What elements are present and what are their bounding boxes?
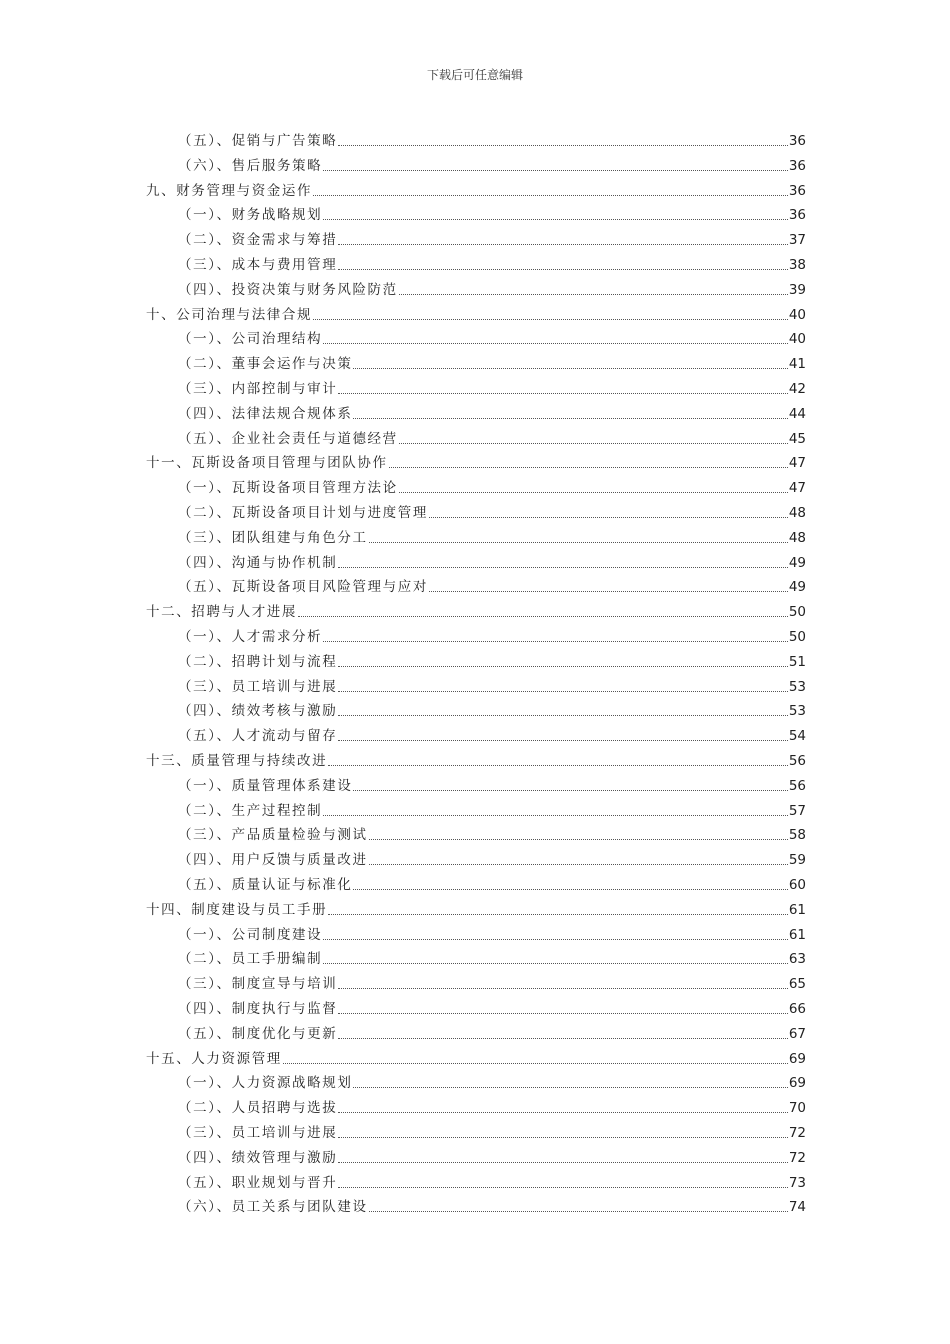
toc-entry-page-number: 73: [788, 1174, 806, 1191]
toc-dot-leader: [369, 838, 788, 840]
toc-dot-leader: [298, 615, 788, 617]
toc-entry[interactable]: [178, 1168, 806, 1192]
toc-entry-page-number: 53: [788, 678, 806, 695]
toc-entry-page-number: 37: [788, 232, 806, 249]
toc-entry-page-number: 39: [788, 281, 806, 298]
toc-entry[interactable]: [178, 324, 806, 348]
toc-entry-page-number: 45: [788, 430, 806, 447]
toc-entry[interactable]: [146, 895, 806, 919]
toc-entry[interactable]: [178, 1093, 806, 1117]
toc-dot-leader: [323, 814, 788, 816]
toc-entry[interactable]: [178, 1143, 806, 1167]
toc-entry-title: （一）、财务战略规划: [178, 207, 323, 224]
toc-entry-title: （四）、投资决策与财务风险防范: [178, 281, 398, 298]
toc-entry[interactable]: [178, 1019, 806, 1043]
toc-entry[interactable]: [146, 597, 806, 621]
toc-entry[interactable]: [178, 349, 806, 373]
toc-entry-title: （一）、瓦斯设备项目管理方法论: [178, 480, 398, 497]
toc-dot-leader: [338, 1037, 787, 1039]
toc-dot-leader: [323, 342, 788, 344]
toc-entry[interactable]: [146, 176, 806, 200]
toc-entry-title: （二）、生产过程控制: [178, 802, 323, 819]
toc-dot-leader: [323, 169, 788, 171]
toc-entry-page-number: 48: [788, 505, 806, 521]
toc-dot-leader: [429, 516, 788, 518]
toc-entry-title: （三）、制度宣导与培训: [178, 976, 338, 993]
toc-entry-page-number: 50: [788, 604, 806, 621]
toc-entry-title: 十四、制度建设与员工手册: [146, 901, 328, 918]
toc-entry[interactable]: [178, 225, 806, 249]
toc-dot-leader: [338, 690, 787, 692]
toc-entry[interactable]: [178, 672, 806, 696]
toc-entry-title: （五）、促销与广告策略: [178, 133, 338, 149]
toc-dot-leader: [429, 590, 788, 592]
toc-entry-title: （五）、瓦斯设备项目风险管理与应对: [178, 579, 428, 596]
toc-entry[interactable]: [178, 473, 806, 497]
toc-entry[interactable]: [146, 448, 806, 472]
toc-entry[interactable]: [178, 572, 806, 596]
toc-entry-page-number: 58: [788, 827, 806, 844]
toc-entry-title: （五）、职业规划与晋升: [178, 1174, 338, 1191]
toc-entry-page-number: 40: [788, 331, 806, 348]
toc-dot-leader: [353, 417, 787, 419]
toc-dot-leader: [353, 789, 787, 791]
toc-dot-leader: [328, 764, 788, 766]
toc-dot-leader: [399, 442, 788, 444]
toc-entry[interactable]: [178, 498, 806, 522]
toc-entry-page-number: 38: [788, 257, 806, 273]
toc-entry-page-number: 61: [788, 926, 806, 943]
toc-entry-page-number: 40: [788, 306, 806, 323]
toc-dot-leader: [313, 318, 788, 320]
toc-dot-leader: [338, 665, 787, 667]
toc-entry-title: 十二、招聘与人才进展: [146, 604, 297, 621]
toc-dot-leader: [399, 293, 788, 295]
toc-entry-page-number: 47: [788, 455, 806, 472]
toc-entry-title: （四）、绩效管理与激励: [178, 1149, 338, 1166]
toc-dot-leader: [323, 938, 788, 940]
toc-entry[interactable]: [178, 1192, 806, 1216]
toc-entry-page-number: 50: [788, 629, 806, 645]
toc-entry-page-number: 74: [788, 1199, 806, 1216]
toc-entry-page-number: 56: [788, 753, 806, 769]
toc-entry[interactable]: [178, 721, 806, 745]
toc-entry-title: 十一、瓦斯设备项目管理与团队协作: [146, 455, 388, 472]
toc-dot-leader: [353, 1086, 787, 1088]
toc-entry-page-number: 42: [788, 381, 806, 397]
toc-entry-page-number: 72: [788, 1125, 806, 1141]
toc-entry-title: 九、财务管理与资金运作: [146, 182, 313, 199]
toc-dot-leader: [369, 863, 788, 865]
toc-entry-title: （一）、人才需求分析: [178, 629, 323, 645]
toc-dot-leader: [353, 367, 787, 369]
toc-entry-page-number: 53: [788, 703, 806, 720]
toc-dot-leader: [338, 1161, 787, 1163]
toc-dot-leader: [338, 1186, 787, 1188]
toc-dot-leader: [328, 913, 788, 915]
toc-dot-leader: [338, 144, 787, 146]
toc-entry[interactable]: [146, 1044, 806, 1068]
toc-entry-page-number: 70: [788, 1100, 806, 1117]
toc-entry[interactable]: [178, 424, 806, 448]
toc-dot-leader: [338, 987, 787, 989]
toc-dot-leader: [338, 566, 787, 568]
toc-dot-leader: [399, 491, 788, 493]
toc-entry[interactable]: [178, 944, 806, 968]
toc-entry-title: （三）、员工培训与进展: [178, 1125, 338, 1141]
toc-entry-title: （五）、质量认证与标准化: [178, 877, 353, 893]
toc-dot-leader: [313, 194, 788, 196]
toc-entry-page-number: 56: [788, 777, 806, 794]
toc-entry-page-number: 49: [788, 579, 806, 596]
toc-entry[interactable]: [178, 126, 806, 150]
toc-entry[interactable]: [178, 796, 806, 820]
toc-entry-title: （五）、人才流动与留存: [178, 728, 338, 745]
toc-entry[interactable]: [178, 548, 806, 572]
toc-entry[interactable]: [178, 820, 806, 844]
toc-dot-leader: [338, 714, 787, 716]
toc-entry-page-number: 44: [788, 405, 806, 422]
toc-entry[interactable]: [146, 746, 806, 770]
toc-entry-title: （四）、法律法规合规体系: [178, 405, 353, 422]
toc-entry-title: （三）、团队组建与角色分工: [178, 529, 368, 546]
toc-entry[interactable]: [146, 300, 806, 324]
toc-dot-leader: [338, 268, 787, 270]
toc-entry-page-number: 69: [788, 1050, 806, 1067]
toc-dot-leader: [323, 640, 788, 642]
toc-entry-title: （二）、瓦斯设备项目计划与进度管理: [178, 505, 428, 521]
toc-dot-leader: [283, 1062, 788, 1064]
toc-entry-page-number: 59: [788, 852, 806, 869]
toc-entry-page-number: 61: [788, 901, 806, 918]
toc-entry-page-number: 49: [788, 554, 806, 571]
toc-entry[interactable]: [178, 523, 806, 547]
toc-entry-title: （一）、质量管理体系建设: [178, 777, 353, 794]
toc-entry[interactable]: [178, 1068, 806, 1092]
toc-entry[interactable]: [178, 374, 806, 398]
toc-entry-page-number: 67: [788, 1025, 806, 1042]
toc-entry-title: （三）、成本与费用管理: [178, 257, 338, 273]
toc-entry[interactable]: [178, 622, 806, 646]
toc-entry-page-number: 63: [788, 951, 806, 968]
toc-entry-title: 十、公司治理与法律合规: [146, 306, 313, 323]
toc-entry[interactable]: [178, 920, 806, 944]
toc-entry-title: （二）、招聘计划与流程: [178, 653, 338, 670]
toc-entry[interactable]: [178, 275, 806, 299]
toc-entry-page-number: 57: [788, 802, 806, 819]
toc-entry[interactable]: [178, 647, 806, 671]
toc-entry-title: （一）、人力资源战略规划: [178, 1075, 353, 1092]
toc-entry-title: （二）、资金需求与筹措: [178, 232, 338, 249]
toc-entry-page-number: 65: [788, 976, 806, 993]
toc-entry-page-number: 36: [788, 182, 806, 199]
toc-dot-leader: [338, 392, 787, 394]
toc-entry-title: （二）、员工手册编制: [178, 951, 323, 968]
toc-dot-leader: [353, 888, 787, 890]
toc-entry[interactable]: [178, 200, 806, 224]
toc-dot-leader: [369, 1210, 788, 1212]
toc-entry[interactable]: [178, 250, 806, 274]
toc-dot-leader: [369, 541, 788, 543]
toc-entry-page-number: 41: [788, 356, 806, 373]
toc-entry-title: （一）、公司制度建设: [178, 926, 323, 943]
toc-entry-title: （四）、绩效考核与激励: [178, 703, 338, 720]
toc-dot-leader: [338, 739, 787, 741]
toc-entry-title: （二）、董事会运作与决策: [178, 356, 353, 373]
toc-entry-title: 十五、人力资源管理: [146, 1050, 282, 1067]
toc-entry[interactable]: [178, 994, 806, 1018]
toc-entry-title: （六）、售后服务策略: [178, 157, 323, 174]
toc-entry-title: （四）、用户反馈与质量改进: [178, 852, 368, 869]
toc-entry-title: （四）、制度执行与监督: [178, 1001, 338, 1017]
toc-dot-leader: [338, 1012, 787, 1014]
toc-entry-page-number: 36: [788, 207, 806, 224]
toc-dot-leader: [323, 218, 788, 220]
toc-entry[interactable]: [178, 870, 806, 894]
toc-dot-leader: [338, 243, 787, 245]
toc-entry-page-number: 66: [788, 1001, 806, 1017]
toc-dot-leader: [338, 1111, 787, 1113]
toc-entry-page-number: 36: [788, 157, 806, 174]
toc-entry-title: 十三、质量管理与持续改进: [146, 753, 328, 769]
toc-entry[interactable]: [178, 696, 806, 720]
toc-entry-title: （四）、沟通与协作机制: [178, 554, 338, 571]
toc-entry-page-number: 69: [788, 1075, 806, 1092]
toc-dot-leader: [338, 1136, 787, 1138]
toc-entry-title: （三）、产品质量检验与测试: [178, 827, 368, 844]
toc-entry-page-number: 60: [788, 877, 806, 893]
toc-entry-title: （三）、内部控制与审计: [178, 381, 338, 397]
toc-entry-page-number: 51: [788, 653, 806, 670]
toc-dot-leader: [323, 962, 788, 964]
page-header: 下载后可任意编辑: [426, 68, 523, 82]
toc-entry-title: （五）、制度优化与更新: [178, 1025, 338, 1042]
toc-entry-title: （二）、人员招聘与选拔: [178, 1100, 338, 1117]
toc-entry-page-number: 48: [788, 529, 806, 546]
toc-entry-page-number: 36: [788, 133, 806, 149]
toc-entry[interactable]: [178, 969, 806, 993]
toc-entry[interactable]: [178, 771, 806, 795]
toc-entry-title: （三）、员工培训与进展: [178, 678, 338, 695]
toc-entry[interactable]: [178, 1118, 806, 1142]
toc-entry-title: （五）、企业社会责任与道德经营: [178, 430, 398, 447]
toc-entry[interactable]: [178, 845, 806, 869]
toc-entry-title: （六）、员工关系与团队建设: [178, 1199, 368, 1216]
toc-entry[interactable]: [178, 151, 806, 175]
toc-entry-page-number: 72: [788, 1149, 806, 1166]
toc-entry-page-number: 47: [788, 480, 806, 497]
toc-entry[interactable]: [178, 399, 806, 423]
toc-entry-title: （一）、公司治理结构: [178, 331, 323, 348]
toc-entry-page-number: 54: [788, 728, 806, 745]
toc-dot-leader: [389, 466, 788, 468]
